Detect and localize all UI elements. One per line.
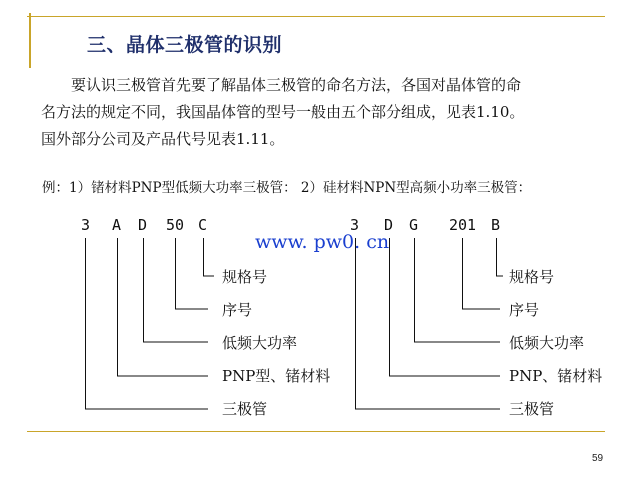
connector-G-ex2 [415,238,501,342]
paragraph-line-2: 名方法的规定不同，我国晶体管的型号一般由五个部分组成，见表1.10。 [41,103,525,121]
label-ex1-device: 三极管 [222,400,268,418]
slide-title: 三、晶体三极管的识别 [87,34,283,56]
page-number: 59 [592,453,604,464]
code-ex1-part2: A [112,216,122,234]
connector-201-ex2 [463,238,501,309]
label-ex1-spec: 规格号 [222,268,268,286]
paragraph-line-3: 国外部分公司及产品代号见表1.11。 [41,130,285,148]
code-ex2-part2: D [384,216,394,234]
code-ex1-part4: 50 [166,216,185,234]
connector-3-ex2 [356,238,501,409]
connector-C-ex1 [204,238,215,276]
label-ex2-material: PNP、锗材料 [509,367,603,385]
label-ex2-spec: 规格号 [509,268,555,286]
code-ex2-part5: B [491,216,501,234]
example-heading: 例：1）锗材料PNP型低频大功率三极管： 2）硅材料NPN型高频小功率三极管： [42,180,532,196]
code-ex2-part1: 3 [350,216,360,234]
connector-A-ex1 [118,238,209,376]
label-ex2-device: 三极管 [509,400,555,418]
label-ex1-material: PNP型、锗材料 [222,367,331,385]
code-ex1-part1: 3 [81,216,91,234]
code-ex2-part4: 201 [449,216,477,234]
watermark-text: www. pw0. cn [255,231,390,253]
code-ex2-part3: G [409,216,419,234]
connector-3-ex1 [86,238,209,409]
label-ex2-serial: 序号 [509,301,540,319]
code-ex1-part5: C [198,216,208,234]
code-ex1-part3: D [138,216,148,234]
label-ex1-type: 低频大功率 [222,334,298,352]
connector-B-ex2 [497,238,504,276]
paragraph-line-1: 要认识三极管首先要了解晶体三极管的命名方法，各国对晶体管的命 [71,76,522,94]
label-ex2-type: 低频大功率 [509,334,585,352]
label-ex1-serial: 序号 [222,301,253,319]
connector-D-ex2 [390,238,501,376]
